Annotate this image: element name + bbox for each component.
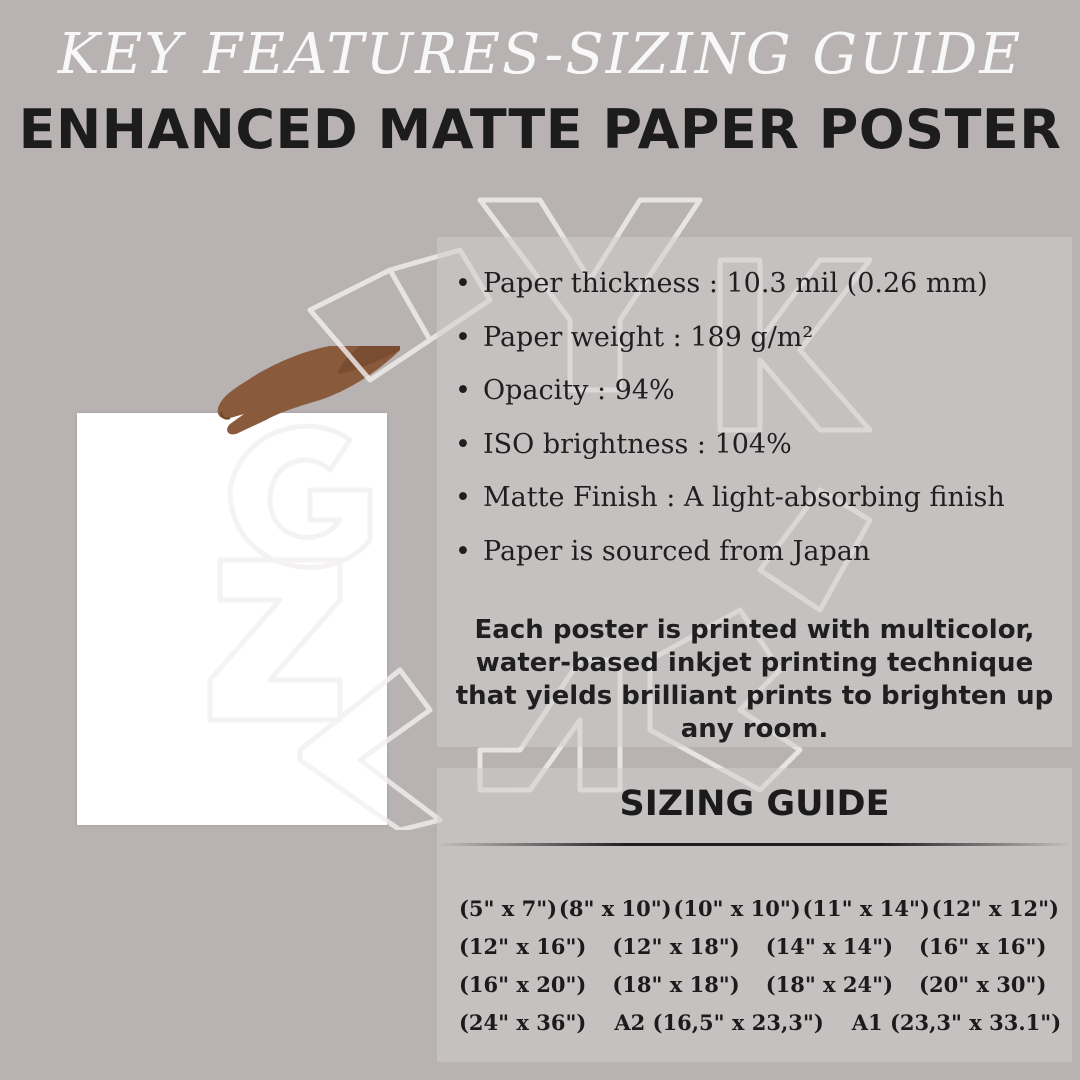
size-option: (12" x 12")	[931, 896, 1059, 921]
bullet-icon: •	[455, 268, 471, 299]
size-option: (10" x 10")	[673, 896, 801, 921]
feature-item: • ISO brightness : 104%	[455, 418, 1072, 472]
feature-item: • Opacity : 94%	[455, 364, 1072, 418]
size-option: (18" x 24")	[765, 972, 894, 997]
size-row	[459, 966, 1059, 1004]
size-row	[459, 890, 1059, 928]
size-row	[459, 1004, 1062, 1042]
bullet-icon: •	[455, 428, 471, 460]
main-title: ENHANCED MATTE PAPER POSTER	[18, 98, 1062, 161]
size-option: (20" x 30")	[919, 972, 1047, 997]
feature-item: • Paper is sourced from Japan	[455, 525, 1072, 579]
sizing-panel	[437, 768, 1072, 1062]
size-option: (8" x 10")	[558, 896, 672, 921]
size-option: (5" x 7")	[459, 896, 558, 921]
size-row	[459, 928, 1059, 966]
feature-item: • Matte Finish : A light-absorbing finish	[455, 471, 1072, 525]
feature-item: • Paper weight : 189 g/m²	[455, 311, 1072, 365]
features-panel	[437, 237, 1072, 747]
size-option: (11" x 14")	[802, 896, 930, 921]
size-option: (18" x 18")	[612, 972, 740, 997]
features-list	[437, 237, 1072, 578]
sizing-title: SIZING GUIDE	[619, 784, 890, 824]
size-option: (16" x 16")	[919, 934, 1047, 959]
feature-item: • Paper thickness : 10.3 mil (0.26 mm)	[455, 257, 1072, 311]
bullet-icon: •	[455, 535, 471, 567]
size-option: (12" x 16")	[459, 934, 587, 959]
script-title: KEY FEATURES-SIZING GUIDE	[57, 22, 1023, 87]
print-description: Each poster is printed with multicolor, water-based inkjet printing technique that yields brilliant prints to brighten up any room.	[455, 615, 1054, 744]
size-option: (16" x 20")	[459, 972, 587, 997]
size-option: (24" x 36")	[459, 1010, 587, 1035]
divider	[437, 843, 1072, 846]
bullet-icon: •	[455, 321, 471, 353]
size-option: (14" x 14")	[765, 934, 894, 959]
size-option: A1 (23,3" x 33.1")	[851, 1010, 1062, 1035]
size-option: A2 (16,5" x 23,3")	[614, 1010, 824, 1035]
sizes-list	[459, 890, 1062, 1042]
bullet-icon: •	[455, 482, 471, 513]
bullet-icon: •	[455, 375, 471, 406]
blank-poster-image	[77, 413, 387, 825]
hand-holding-poster-icon	[210, 340, 410, 450]
size-option: (12" x 18")	[612, 934, 740, 959]
